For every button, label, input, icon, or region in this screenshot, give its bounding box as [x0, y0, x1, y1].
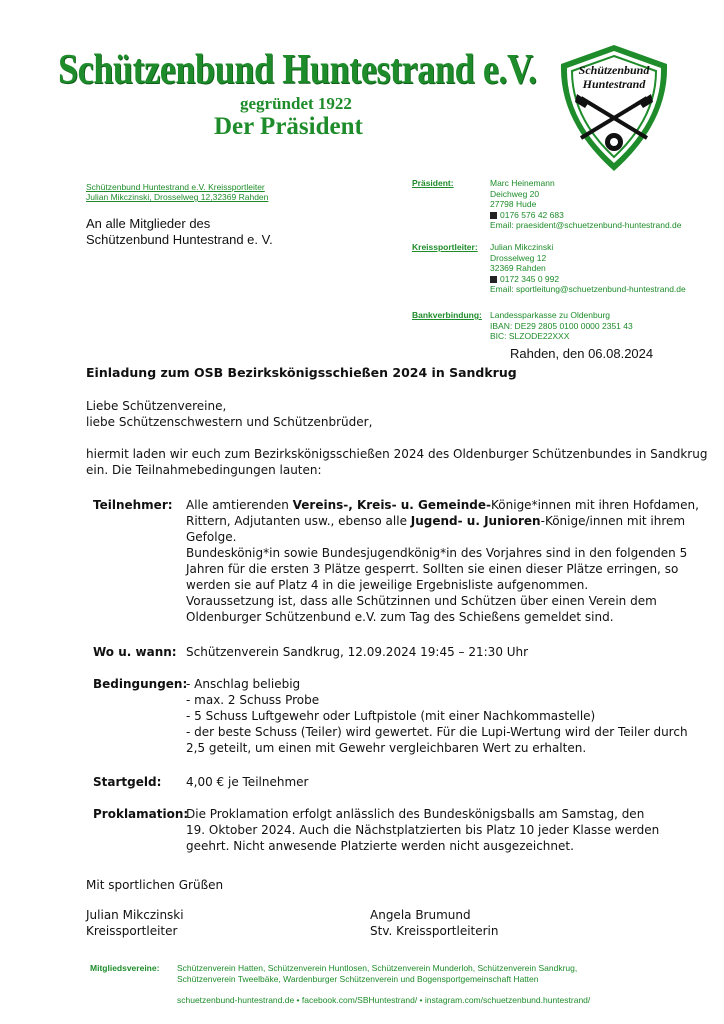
recipient-line: Schützenbund Huntestrand e. V.: [86, 232, 273, 247]
contact-line: Julian Mikczinski: [490, 242, 554, 252]
greeting-line: liebe Schützenschwestern und Schützenbrüder,: [86, 415, 373, 429]
startgeld-label: Startgeld:: [93, 775, 162, 789]
intro-line: ein. Die Teilnahmebedingungen lauten:: [86, 463, 322, 477]
teilnehmer-line: Alle amtierenden Vereins-, Kreis- u. Gemeinde-Könige*innen mit ihren Hofdamen,: [186, 498, 699, 512]
teilnehmer-text: [186, 497, 699, 625]
footer-links[interactable]: schuetzenbund-huntestrand.de • facebook.com/SBHuntestrand/ • instagram.com/schuetzenbund.huntestrand/: [177, 995, 591, 1005]
proklamation-line: geehrt. Nicht anwesende Platzierte werden nicht ausgezeichnet.: [186, 839, 574, 853]
bedingungen-label: Bedingungen:: [93, 677, 188, 691]
teilnehmer-label: Teilnehmer:: [93, 498, 173, 512]
bedingungen-item: - der beste Schuss (Teiler) wird gewertet. Für die Lupi-Wertung wird der Teiler durch: [186, 725, 688, 739]
contact-line: 32369 Rahden: [490, 263, 546, 274]
bank-line: BIC: SLZODE22XXX: [490, 331, 570, 342]
bedingungen-item: - max. 2 Schuss Probe: [186, 693, 320, 707]
recipient-address: [86, 216, 273, 248]
bedingungen-item: - 5 Schuss Luftgewehr oder Luftpistole (mit einer Nachkommastelle): [186, 709, 596, 723]
signer-name: Angela Brumund: [370, 908, 471, 922]
proklamation-line: Die Proklamation erfolgt anlässlich des Bundeskönigsballs am Samstag, den: [186, 807, 645, 821]
bedingungen-list: [186, 676, 688, 756]
intro-paragraph: [86, 446, 707, 478]
greeting: [86, 398, 372, 430]
wo-value: Schützenverein Sandkrug, 12.09.2024 19:45 – 21:30 Uhr: [186, 645, 529, 659]
phone-line: [490, 274, 686, 285]
teilnehmer-line: werden sie auf Platz 4 in die jeweilige Ergebnisliste aufgenommen.: [186, 578, 589, 592]
contact-line: Drosselweg 12: [490, 252, 547, 263]
president-label: Präsident:: [412, 178, 454, 188]
recipient-line: An alle Mitglieder des: [86, 216, 211, 231]
phone-number: 0172 345 0 992: [500, 273, 560, 284]
bank-label: Bankverbindung:: [412, 310, 482, 320]
club-logo: [555, 42, 673, 174]
signer-role: Kreissportleiter: [86, 924, 178, 938]
signer-role: Stv. Kreissportleiterin: [370, 924, 499, 938]
bedingungen-item: - Anschlag beliebig: [186, 677, 301, 691]
email-link[interactable]: Email: sportleitung@schuetzenbund-huntestrand.de: [490, 284, 686, 295]
role-title: Der Präsident: [214, 113, 363, 140]
svg-text:Huntestrand: Huntestrand: [582, 77, 646, 91]
contact-line: Marc Heinemann: [490, 178, 555, 188]
signature-right: [370, 907, 499, 939]
sport-label: Kreissportleiter:: [412, 242, 478, 252]
contact-line: Deichweg 20: [490, 188, 540, 199]
phone-line: [490, 210, 682, 221]
bedingungen-item: 2,5 geteilt, um einen mit Gewehr vergleichbaren Wert zu erhalten.: [186, 741, 587, 755]
sport-contact: [490, 242, 686, 295]
footer-members-label: Mitgliedsvereine:: [90, 963, 160, 973]
teilnehmer-line: Bundeskönig*in sowie Bundesjugendkönig*in des Vorjahres sind in den folgenden 5: [186, 546, 688, 560]
founded-subtitle: gegründet 1922: [240, 94, 352, 113]
footer-members-line: Schützenverein Tweelbäke, Wardenburger Schützenverein und Bogensportgemeinschaft Hatten: [177, 974, 539, 984]
teilnehmer-line: Oldenburger Schützenbund e.V. zum Tag des Schießens gemeldet sind.: [186, 610, 614, 624]
signature-left: [86, 907, 184, 939]
sender-line: Schützenbund Huntestrand e.V. Kreissportleiter: [86, 182, 265, 192]
footer-members-line: Schützenverein Hatten, Schützenverein Huntlosen, Schützenverein Munderloh, Schützenverein Sandkrug,: [177, 963, 578, 973]
proklamation-label: Proklamation:: [93, 807, 189, 821]
bank-line: IBAN: DE29 2805 0100 0000 2351 43: [490, 320, 633, 331]
place-date: Rahden, den 06.08.2024: [510, 346, 654, 361]
bank-line: Landessparkasse zu Oldenburg: [490, 310, 611, 320]
teilnehmer-line: Voraussetzung ist, dass alle Schützinnen und Schützen über einen Verein dem: [186, 594, 657, 608]
subject-heading: Einladung zum OSB Bezirkskönigsschießen 2024 in Sandkrug: [86, 365, 517, 380]
contact-line: 27798 Hude: [490, 199, 537, 210]
svg-text:Schützenbund: Schützenbund: [578, 63, 650, 77]
phone-number: 0176 576 42 683: [500, 209, 564, 220]
signer-name: Julian Mikczinski: [86, 908, 184, 922]
teilnehmer-line: Jahren für die ersten 3 Plätze gesperrt. Sollten sie einen dieser Plätze erringen, so: [186, 562, 679, 576]
proklamation-text: [186, 806, 659, 854]
bank-details: [490, 310, 633, 342]
president-contact: [490, 178, 682, 231]
startgeld-value: 4,00 € je Teilnehmer: [186, 775, 309, 789]
teilnehmer-line: Gefolge.: [186, 530, 237, 544]
sender-line: Julian Mikczinski, Drosselweg 12,32369 Rahden: [86, 192, 269, 202]
teilnehmer-line: Rittern, Adjutanten usw., ebenso alle Jugend- u. Junioren-Könige/innen mit ihrem: [186, 514, 686, 528]
proklamation-line: 19. Oktober 2024. Auch die Nächstplatzierten bis Platz 10 jeder Klasse werden: [186, 823, 660, 837]
email-link[interactable]: Email: praesident@schuetzenbund-huntestrand.de: [490, 220, 682, 231]
greeting-line: Liebe Schützenvereine,: [86, 399, 227, 413]
phone-icon: [490, 276, 497, 283]
closing-line: Mit sportlichen Grüßen: [86, 878, 224, 892]
organization-title: Schützenbund Huntestrand e.V.: [58, 47, 537, 93]
wo-label: Wo u. wann:: [93, 645, 177, 659]
intro-line: hiermit laden wir euch zum Bezirkskönigsschießen 2024 des Oldenburger Schützenbundes in Sandkrug: [86, 447, 708, 461]
phone-icon: [490, 212, 497, 219]
